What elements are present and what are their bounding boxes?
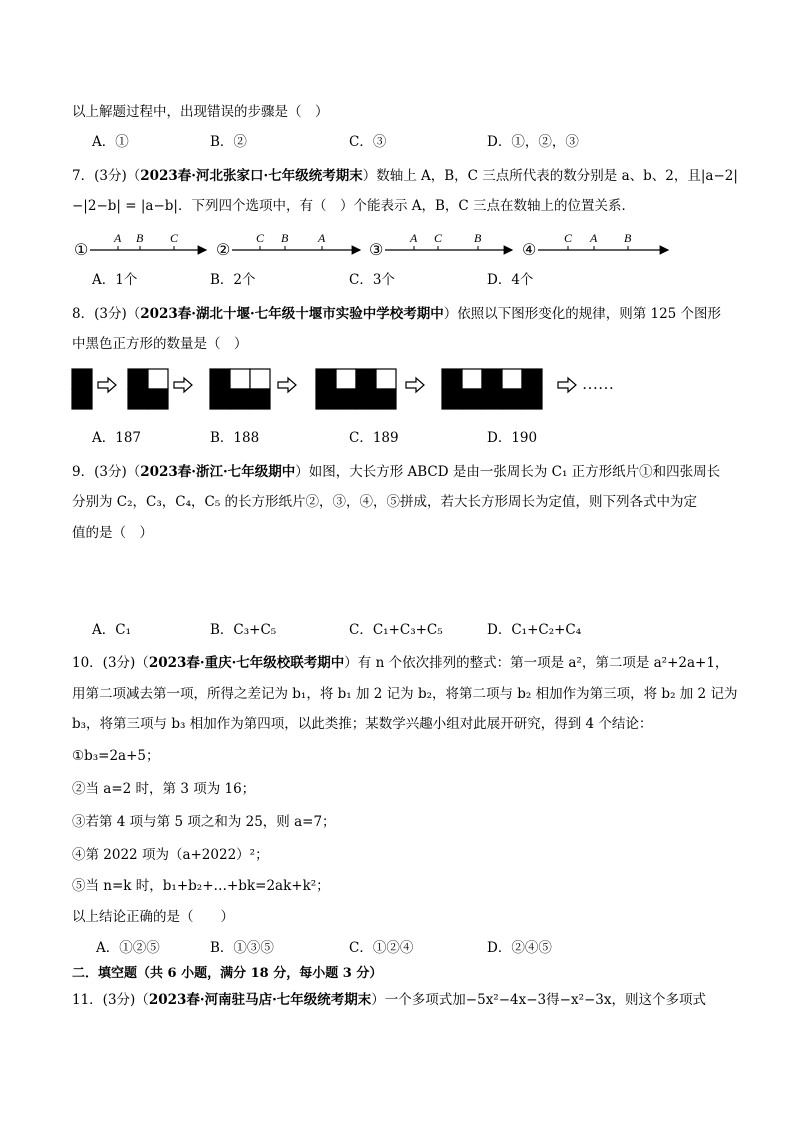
q10-conclusion-2: ②当 a=2 时，第 3 项为 16； [72, 781, 256, 797]
q6-option-d: D．①，②，③ [487, 134, 579, 150]
q10-option-d: D．②④⑤ [487, 940, 552, 956]
axis-1 [74, 231, 206, 259]
axis-2-marker: ② [216, 242, 231, 259]
axis-3-label-1: A [410, 231, 418, 245]
axis-2 [216, 231, 360, 259]
q9-line2: 分别为 C₂，C₃，C₄，C₅ 的长方形纸片②，③，④，⑤拼成，若大长方形周长为定值，则下列各式中为定 [72, 494, 698, 510]
axis-4-label-3: B [624, 231, 632, 245]
axis-2-label-2: B [281, 231, 289, 245]
axis-2-label-3: A [318, 231, 326, 245]
axis-2-label-1: C [256, 231, 265, 245]
q10-option-a: A．①②⑤ [96, 940, 160, 956]
q7-option-a: A．1个 [92, 272, 138, 288]
q10-tail: 以上结论正确的是（ ） [72, 909, 234, 925]
q11-line1: 11．(3分)（2023春·河南驻马店·七年级统考期末）一个多项式加−5x²−4x−3得−x²−3x，则这个多项式 [72, 992, 706, 1008]
q9-option-b: B．C₃+C₅ [210, 622, 277, 638]
q8-pattern-figure [70, 368, 630, 412]
q7-source: 2023春·河北张家口·七年级统考期末 [140, 168, 363, 184]
q6-option-c: C．③ [349, 134, 387, 150]
arrow-icon [174, 378, 192, 392]
q10-line1: 10．(3分)（2023春·重庆·七年级校联考期中）有 n 个依次排列的整式：第一项是 a²，第二项是 a²+2a+1， [72, 655, 729, 671]
q10-line2: 用第二项减去第一项，所得之差记为 b₁，将 b₁ 加 2 记为 b₂，将第二项与 b₂ 相加作为第三项，将 b₂ 加 2 记为 [72, 686, 738, 702]
pattern-2 [128, 369, 168, 409]
q10-conclusion-1: ①b₃=2a+5； [72, 748, 160, 764]
axis-1-label-3: C [170, 231, 179, 245]
axis-4-marker: ④ [522, 242, 537, 259]
q9-option-a: A．C₁ [92, 622, 131, 638]
axis-4-label-2: A [590, 231, 598, 245]
q10-option-c: C．①②④ [349, 940, 414, 956]
pattern-ellipsis: …… [582, 376, 614, 393]
q9-option-c: C．C₁+C₃+C₅ [349, 622, 443, 638]
q8-option-c: C．189 [349, 430, 399, 446]
pattern-1 [72, 369, 92, 409]
q8-option-d: D．190 [487, 430, 538, 446]
axis-1-label-2: B [136, 231, 144, 245]
q10-option-b: B．①③⑤ [210, 940, 274, 956]
axis-3 [369, 231, 512, 259]
q10-line3: b₃，将第三项与 b₃ 相加作为第四项，以此类推；某数学兴趣小组对此展开研究，得到 4 个结论： [72, 716, 653, 732]
axis-3-label-3: B [474, 231, 482, 245]
section-2-title: 二．填空题（共 6 小题，满分 18 分，每小题 3 分） [72, 966, 383, 981]
q9-line3: 值的是（ ） [72, 525, 153, 541]
q6-tail: 以上解题过程中，出现错误的步骤是（ ） [72, 104, 329, 120]
q10-conclusion-3: ③若第 4 项与第 5 项之和为 25，则 a=7； [72, 814, 336, 830]
axis-4 [522, 231, 668, 259]
q10-conclusion-5: ⑤当 n=k 时，b₁+b₂+…+bk=2ak+k²； [72, 878, 330, 894]
q7-number-lines [70, 224, 680, 264]
arrow-icon [558, 378, 576, 392]
arrow-icon [278, 378, 296, 392]
q8-line1: 8．(3分)（2023春·湖北十堰·七年级十堰市实验中学校考期中）依照以下图形变化的规律，则第 125 个图形 [72, 306, 722, 322]
q11-source: 2023春·河南驻马店·七年级统考期末 [148, 992, 372, 1008]
q10-source: 2023春·重庆·七年级校联考期中 [148, 655, 345, 671]
q8-source: 2023春·湖北十堰·七年级十堰市实验中学校考期中 [140, 306, 444, 322]
q6-option-a: A．① [92, 134, 129, 150]
q8-option-a: A．187 [92, 430, 142, 446]
q8-line2: 中黑色正方形的数量是（ ） [72, 336, 248, 352]
q7-option-b: B．2个 [210, 272, 256, 288]
q7-line2: −|2−b| = |a−b|．下列四个选项中，有（ ）个能表示 A，B，C 三点在数轴上的位置关系． [72, 198, 636, 214]
q7-option-c: C．3个 [349, 272, 395, 288]
q9-line1: 9．(3分)（2023春·浙江·七年级期中）如图，大长方形 ABCD 是由一张周长为 C₁ 正方形纸片①和四张周长 [72, 464, 721, 480]
axis-3-label-2: C [434, 231, 443, 245]
arrow-icon [406, 378, 424, 392]
pattern-3 [210, 369, 270, 409]
q10-conclusion-4: ④第 2022 项为（a+2022）²； [72, 847, 269, 863]
arrow-icon [98, 378, 116, 392]
q8-option-b: B．188 [210, 430, 260, 446]
axis-1-label-1: A [114, 231, 122, 245]
q6-option-b: B．② [210, 134, 247, 150]
axis-4-label-1: C [564, 231, 573, 245]
axis-1-marker: ① [74, 242, 89, 259]
pattern-4 [316, 369, 396, 409]
q7-option-d: D．4个 [487, 272, 534, 288]
q7-line1: 7．(3分)（2023春·河北张家口·七年级统考期末）数轴上 A，B，C 三点所代表的数分别是 a、b、2，且|a−2| [72, 168, 738, 184]
q9-source: 2023春·浙江·七年级期中 [140, 464, 296, 480]
q9-option-d: D．C₁+C₂+C₄ [487, 622, 582, 638]
pattern-5 [442, 369, 542, 409]
axis-3-marker: ③ [369, 242, 384, 259]
